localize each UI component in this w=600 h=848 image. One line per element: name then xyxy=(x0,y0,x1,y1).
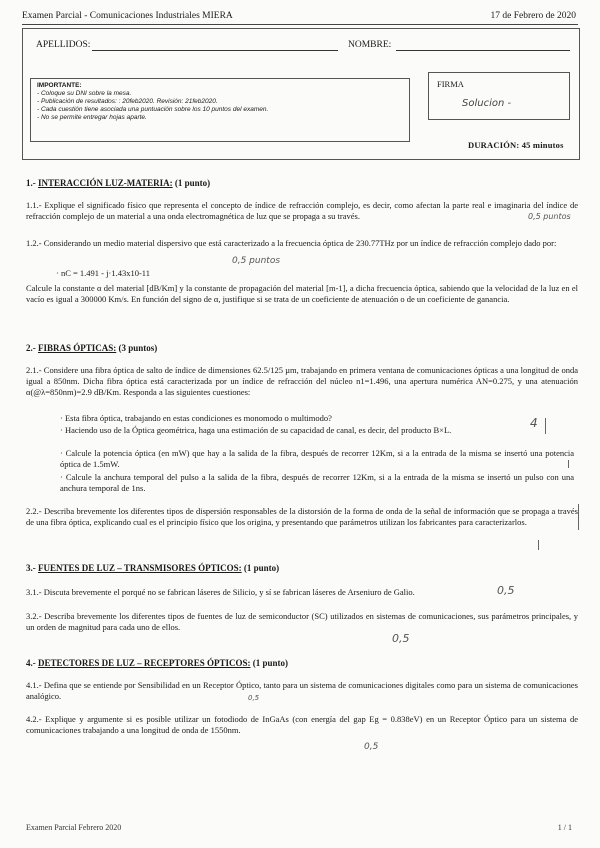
header-rule xyxy=(22,24,578,25)
section-number: 3.- xyxy=(26,563,38,573)
handwritten-score: 0,5 xyxy=(364,742,379,752)
section-1-heading xyxy=(26,178,210,188)
importante-box xyxy=(30,78,410,142)
section-3-heading xyxy=(26,563,279,573)
section-title: FIBRAS ÓPTICAS: xyxy=(38,343,117,353)
exam-date: 17 de Febrero de 2020 xyxy=(490,11,576,21)
handwritten-score: 0,5 xyxy=(392,632,410,645)
section-title: DETECTORES DE LUZ – RECEPTORES ÓPTICOS: xyxy=(38,658,251,668)
apellidos-label: APELLIDOS: xyxy=(36,40,91,50)
section-points: (1 punto) xyxy=(172,178,211,188)
footer-left: Examen Parcial Febrero 2020 xyxy=(26,823,122,832)
handwritten-score: 0,5 puntos xyxy=(528,212,571,221)
question-1-2-body: Calcule la constante α del material [dB/Km] y la constante de propagación del material [m-1], a dicha frecuencia óptica, sabiendo que la velocidad de la luz en el vacío es igual a 300000 Km/s. En función del signo de α, justifique si se trata de un coeficiente de atenuación o de un coeficiente de ganancia. xyxy=(26,283,578,304)
question-4-2: 4.2.- Explique y argumente si es posible utilizar un fotodiodo de InGaAs (con energía del gap Eg = 0.838eV) en un Receptor Óptico para un sistema de comunicaciones trabajando a una longitud de onda de 1550nm. xyxy=(26,714,578,735)
handwritten-score: 0,5 xyxy=(248,694,260,702)
firma-label: FIRMA xyxy=(437,79,464,89)
importante-item: - Publicación de resultados: : 20feb2020. Revisión: 21feb2020. xyxy=(37,98,218,105)
importante-item: - No se permite entregar hojas aparte. xyxy=(37,114,147,121)
importante-title: IMPORTANTE: xyxy=(37,82,82,89)
section-points: (1 punto) xyxy=(250,658,288,668)
apellidos-field[interactable] xyxy=(92,50,338,51)
duracion: DURACIÓN: 45 minutos xyxy=(468,140,564,150)
section-number: 4.- xyxy=(26,658,38,668)
firma-box xyxy=(428,72,570,120)
nombre-label: NOMBRE: xyxy=(348,40,392,50)
page-number: 1 / 1 xyxy=(557,823,572,832)
handwritten-score: 0,5 xyxy=(497,584,515,597)
nombre-field[interactable] xyxy=(396,50,570,51)
handwritten-score: 4 xyxy=(530,416,538,430)
section-title: INTERACCIÓN LUZ-MATERIA: xyxy=(38,178,173,188)
section-4-heading xyxy=(26,658,288,668)
section-title: FUENTES DE LUZ – TRANSMISORES ÓPTICOS: xyxy=(38,563,242,573)
question-2-1-c: · Calcule la potencia óptica (en mW) que hay a la salida de la fibra, después de recorrer 12Km, si a la entrada de la misma se insertó una potencia óptica de 1.5mW. xyxy=(60,448,574,469)
question-1-2: 1.2.- Considerando un medio material dispersivo que está caracterizado a la frecuencia óptica de 230.77THz por un índice de refracción complejo dado por: xyxy=(26,238,557,248)
handwritten-mark xyxy=(538,540,539,550)
signature: Solucion - xyxy=(462,98,512,109)
section-points: (3 puntos) xyxy=(116,343,158,353)
exam-title: Examen Parcial - Comunicaciones Industriales MIERA xyxy=(22,11,233,21)
importante-item: - Coloque su DNI sobre la mesa. xyxy=(37,90,132,97)
question-2-2: 2.2.- Describa brevemente los diferentes tipos de dispersión responsables de la distorsión de la forma de onda de la señal de información que se propaga a través de una fibra óptica, explicando cual es el principio físico que los origina, y presentando que parámetros utilizan los fabricantes para caracterizarlos. xyxy=(26,506,578,527)
question-2-1-b: · Haciendo uso de la Óptica geométrica, haga una estimación de su capacidad de canal, es decir, del producto B×L. xyxy=(60,425,452,435)
question-3-1: 3.1.- Discuta brevemente el porqué no se fabrican láseres de Silicio, y sí se fabrican láseres de Arseniuro de Galio. xyxy=(26,587,415,597)
handwritten-mark xyxy=(545,418,546,434)
section-number: 2.- xyxy=(26,343,38,353)
question-2-1-d: · Calcule la anchura temporal del pulso a la salida de la fibra, después de recorrer 12Km, si a la entrada de la misma se insertó un pulso con una anchura temporal de 1ns. xyxy=(60,472,574,493)
section-points: (1 punto) xyxy=(241,563,280,573)
complex-index-formula: · nC = 1.491 - j·1.43x10-11 xyxy=(56,268,150,278)
handwritten-score: 0,5 puntos xyxy=(232,256,281,266)
question-4-1: 4.1.- Defina que se entiende por Sensibilidad en un Receptor Óptico, tanto para un sistema de comunicaciones digitales como para un sistema de comunicaciones analógico. xyxy=(26,680,578,701)
importante-item: - Cada cuestión tiene asociada una puntuación sobre los 10 puntos del examen. xyxy=(37,106,269,113)
section-number: 1.- xyxy=(26,178,38,188)
question-3-2: 3.2.- Describa brevemente los diferentes tipos de fuentes de luz de semiconductor (SC) utilizados en sistemas de comunicaciones, sus parámetros principales, y un orden de magnitud para cada uno de ellos. xyxy=(26,611,578,632)
handwritten-mark xyxy=(568,460,569,468)
section-2-heading xyxy=(26,343,157,353)
question-1-1: 1.1.- Explique el significado físico que representa el concepto de índice de refracción complejo, es decir, como afectan la parte real e imaginaria del índice de refracción complejo de un material a una onda electromagnética de luz que se propaga a su través. xyxy=(26,200,578,221)
question-2-1: 2.1.- Considere una fibra óptica de salto de índice de dimensiones 62.5/125 µm, trabajando en primera ventana de comunicaciones ópticas a una longitud de onda igual a 850nm. Dicha fibra óptica está caracterizada por un índice de refracción del núcleo n1=1.496, una apertura numérica AN=0.275, y una atenuación α(@λ=850nm)=2.9 dB/Km. Responda a las siguientes cuestiones: xyxy=(26,365,578,397)
question-2-1-a: · Esta fibra óptica, trabajando en estas condiciones es monomodo o multimodo? xyxy=(60,413,332,423)
handwritten-mark xyxy=(578,504,579,530)
